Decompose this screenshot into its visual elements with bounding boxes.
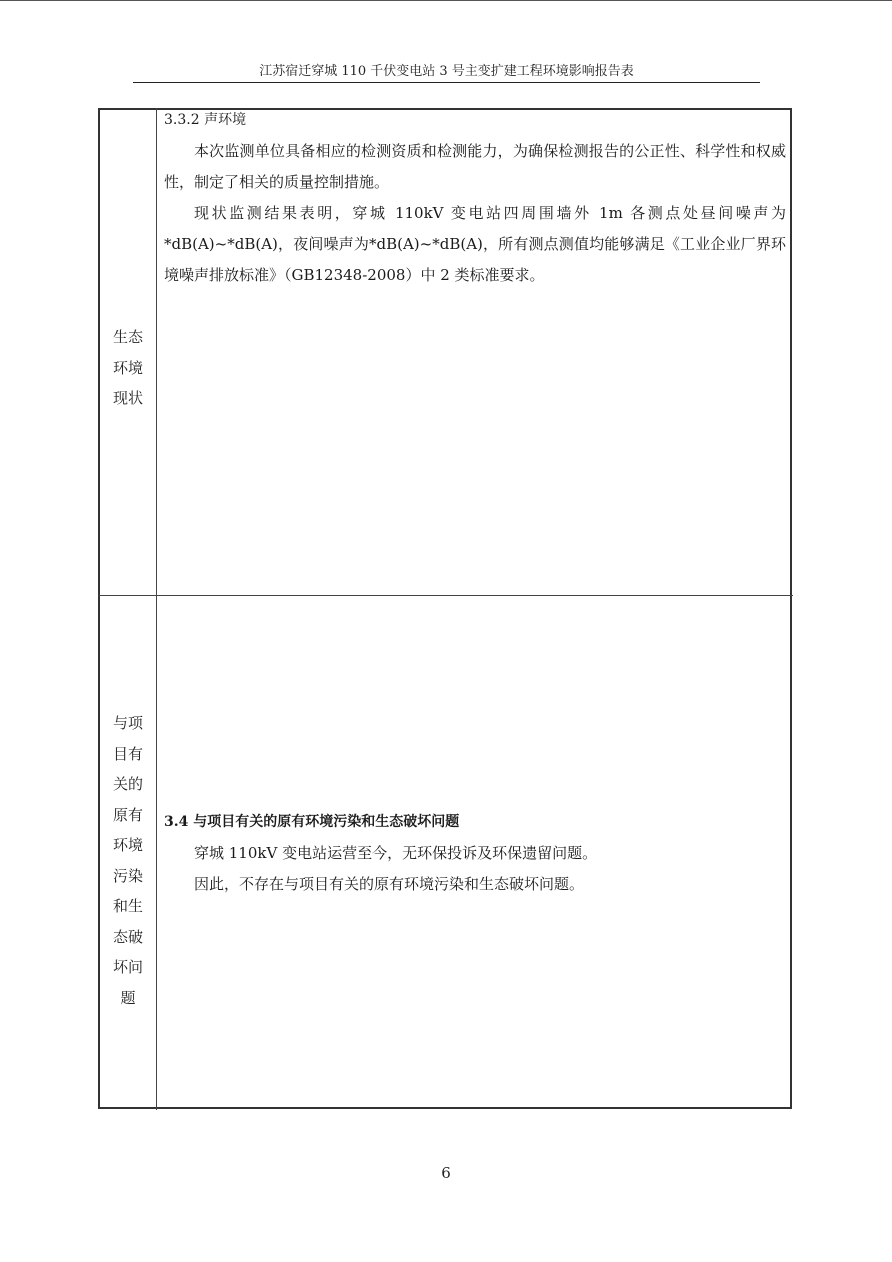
column-divider bbox=[156, 108, 157, 1110]
label-line: 与项 bbox=[112, 714, 143, 732]
page-number: 6 bbox=[441, 1164, 451, 1182]
label-line: 关的 bbox=[112, 775, 143, 793]
row-content-existing-pollution bbox=[164, 812, 786, 900]
label-line: 污染 bbox=[112, 866, 143, 885]
page-top-border bbox=[0, 0, 892, 1]
paragraph: 现状监测结果表明，穿城 110kV 变电站四周围墙外 1m 各测点处昼间噪声为*dB(A)~*dB(A)，夜间噪声为*dB(A)~*dB(A)，所有测点测值均能够满足《工业企业厂界环境噪声排放标准》（GB12348-2008）中 2 类标准要求。 bbox=[164, 204, 786, 284]
paragraph: 穿城 110kV 变电站运营至今，无环保投诉及环保遗留问题。 bbox=[194, 844, 598, 862]
label-line: 环境 bbox=[112, 836, 143, 854]
label-line: 环境 bbox=[112, 358, 143, 377]
label-line: 目有 bbox=[112, 744, 143, 763]
label-line: 现状 bbox=[112, 389, 143, 407]
label-line: 生态 bbox=[112, 328, 143, 346]
row-label-ecology-status bbox=[100, 322, 156, 414]
header-rule bbox=[133, 82, 760, 83]
paragraph: 因此，不存在与项目有关的原有环境污染和生态破坏问题。 bbox=[194, 875, 585, 893]
section-heading: 3.4 与项目有关的原有环境污染和生态破坏问题 bbox=[164, 814, 460, 830]
label-line: 坏问 bbox=[112, 958, 143, 976]
paragraph: 本次监测单位具备相应的检测资质和检测能力，为确保检测报告的公正性、科学性和权威性，制定了相关的质量控制措施。 bbox=[164, 142, 786, 191]
section-heading: 3.3.2 声环境 bbox=[164, 112, 247, 128]
label-line: 题 bbox=[120, 988, 136, 1007]
label-line: 原有 bbox=[112, 805, 143, 824]
document-header: 江苏宿迁穿城 110 千伏变电站 3 号主变扩建工程环境影响报告表 bbox=[259, 64, 634, 79]
label-line: 和生 bbox=[112, 897, 143, 915]
row-label-existing-pollution bbox=[100, 708, 156, 1013]
row-content-ecology-status bbox=[164, 110, 786, 291]
label-line: 态破 bbox=[112, 927, 143, 946]
row-divider bbox=[98, 595, 793, 596]
